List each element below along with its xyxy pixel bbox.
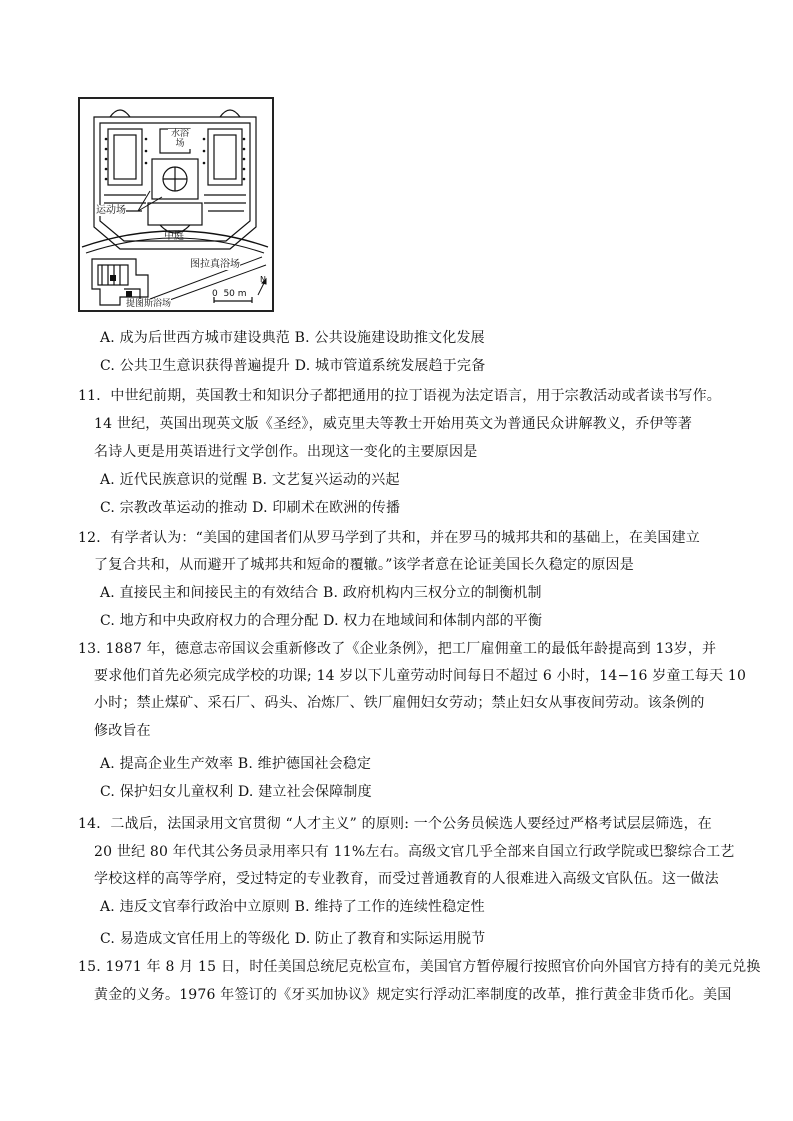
q13-stem-line-1: 13. 1887 年，德意志帝国议会重新修改了《企业条例》，把工厂雇佣童工的最低年龄提高到 13岁，并 (78, 641, 717, 657)
central-hall-label: 中庭 (164, 231, 184, 242)
q15-stem-line-1: 15. 1971 年 8 月 15 日，时任美国总统尼克松宣布，美国官方暂停履行按照官价向外国官方持有的美元兑换 (78, 959, 761, 975)
q11-stem-line-3: 名诗人更是用英语进行文学创作。出现这一变化的主要原因是 (94, 444, 478, 460)
q12-stem-line-1: 12．有学者认为：“美国的建国者们从罗马学到了共和，并在罗马的城邦共和的基础上，在美国建立 (78, 530, 700, 546)
q11-options-row-2: C. 宗教改革运动的推动 D. 印刷术在欧洲的传播 (100, 500, 401, 516)
titus-baths-label: 提图斯浴场 (126, 299, 172, 309)
q14-options-row-1: A. 违反文官奉行政治中立原则 B. 维持了工作的连续性稳定性 (100, 899, 485, 915)
sports-ground-label: 运动场 (96, 205, 126, 216)
q13-options-row-1: A. 提高企业生产效率 B. 维护德国社会稳定 (100, 756, 372, 772)
cold-bath-label: 水浴 场 (168, 129, 192, 149)
q14-stem-line-2: 20 世纪 80 年代其公务员录用率只有 11%左右。高级文官几乎全部来自国立行政学院或巴黎综合工艺 (94, 844, 735, 860)
q11-stem-line-2: 14 世纪，英国出现英文版《圣经》，威克里夫等教士开始用英文为普通民众讲解教义，乔伊等著 (94, 416, 693, 432)
trajan-baths-label: 图拉真浴场 (190, 259, 240, 270)
q13-stem-line-3: 小时；禁止煤矿、采石厂、码头、冶炼厂、铁厂雇佣妇女劳动；禁止妇女从事夜间劳动。该条例的 (94, 695, 705, 711)
q11-options-row-1: A. 近代民族意识的觉醒 B. 文艺复兴运动的兴起 (100, 472, 400, 488)
q14-options-row-2: C. 易造成文官任用上的等级化 D. 防止了教育和实际运用脱节 (100, 931, 486, 947)
q10-options-row-1: A. 成为后世西方城市建设典范 B. 公共设施建设助推文化发展 (100, 330, 485, 346)
q13-options-row-2: C. 保护妇女儿童权利 D. 建立社会保障制度 (100, 784, 372, 800)
baths-floor-plan-figure (78, 97, 274, 312)
q11-stem-line-1: 11．中世纪前期，英国教士和知识分子都把通用的拉丁语视为法定语言，用于宗教活动或者读书写作。 (78, 388, 722, 404)
q13-stem-line-4: 修改旨在 (94, 723, 151, 739)
q14-stem-line-1: 14．二战后，法国录用文官贯彻 “人才主义” 的原则: 一个公务员候选人要经过严格考试层层筛选，在 (78, 816, 712, 832)
q12-stem-line-2: 了复合共和，从而避开了城邦共和短命的覆辙。”该学者意在论证美国长久稳定的原因是 (94, 557, 634, 573)
q12-options-row-1: A. 直接民主和间接民主的有效结合 B. 政府机构内三权分立的制衡机制 (100, 585, 542, 601)
north-label: N (260, 275, 266, 284)
scale-label: 0 50 m (212, 289, 247, 299)
q14-stem-line-3: 学校这样的高等学府，受过特定的专业教育，而受过普通教育的人很难进入高级文官队伍。这一做法 (94, 871, 719, 887)
q10-options-row-2: C. 公共卫生意识获得普遍提升 D. 城市管道系统发展趋于完备 (100, 358, 486, 374)
q15-stem-line-2: 黄金的义务。1976 年签订的《牙买加协议》规定实行浮动汇率制度的改革，推行黄金非货币化。美国 (94, 987, 732, 1003)
q13-stem-line-2: 要求他们首先必须完成学校的功课; 14 岁以下儿童劳动时间每日不超过 6 小时，14−16 岁童工每天 10 (94, 668, 747, 684)
q12-options-row-2: C. 地方和中央政府权力的合理分配 D. 权力在地域间和体制内部的平衡 (100, 613, 543, 629)
